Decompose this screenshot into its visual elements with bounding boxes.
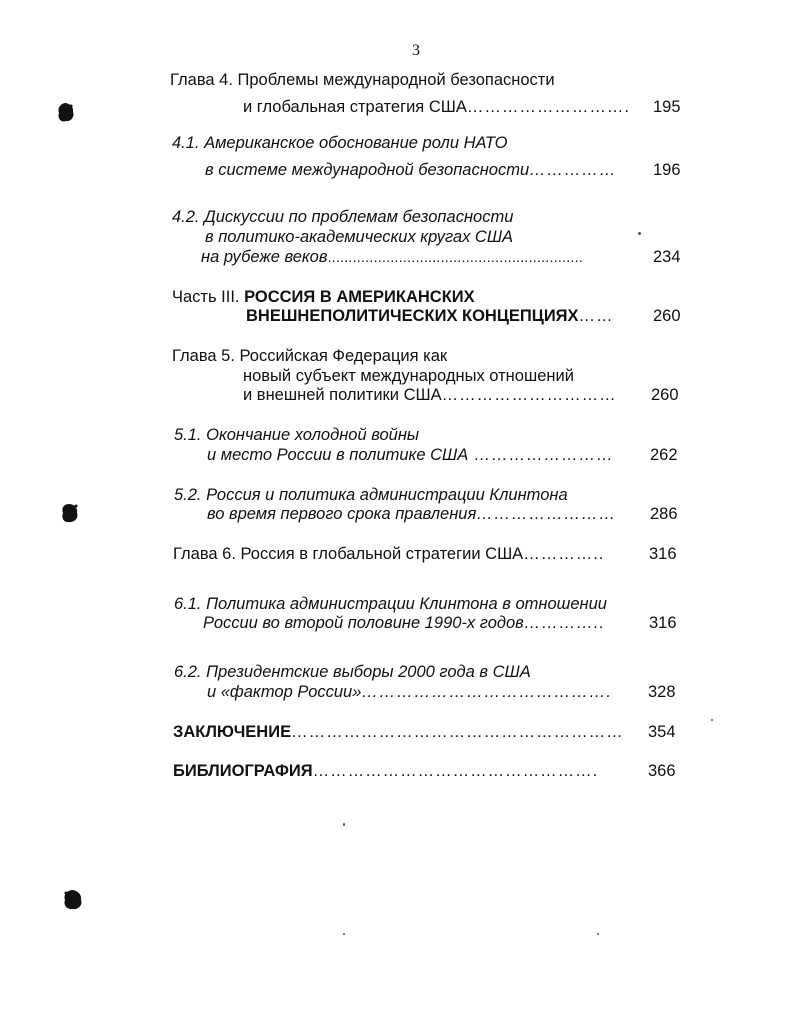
chapter-label: Глава 4. xyxy=(170,71,233,89)
leader-dots: ……………………………………. xyxy=(361,683,612,701)
page-ref: 286 xyxy=(650,505,678,523)
section-title-line-2: в политико-академических кругах США xyxy=(205,228,514,246)
leader-dots: ………………………. xyxy=(466,98,630,116)
section-title-line-1: 5.1. Окончание холодной войны xyxy=(174,426,420,444)
section-title-line-1: 5.2. Россия и политика администрации Клинтона xyxy=(174,486,568,504)
chapter-title-line-1: Российская Федерация как xyxy=(239,347,448,365)
page-ref: 262 xyxy=(650,446,678,464)
scan-speck xyxy=(597,933,599,935)
leader-dots: ............................................................. xyxy=(327,249,584,265)
page-ref: 234 xyxy=(653,248,681,266)
page-ref: 328 xyxy=(648,683,676,701)
leader-dots: ………………………………………………… xyxy=(291,723,624,741)
page-ref: 366 xyxy=(648,762,676,780)
section-title-line-1: 4.2. Дискуссии по проблемам безопасности xyxy=(172,208,514,226)
leader-dots: …… xyxy=(578,307,614,325)
chapter-title-line-1: Россия в глобальной стратегии США xyxy=(240,545,524,563)
page-ref: 260 xyxy=(653,307,681,325)
section-title-line-2: России во второй половине 1990-х годов xyxy=(203,614,524,632)
section-title-line-1: 6.2. Президентские выборы 2000 года в США xyxy=(174,663,531,681)
leader-dots: ………………………… xyxy=(441,386,617,404)
chapter-title-line-2: новый субъект международных отношений xyxy=(243,367,574,385)
part-label: Часть III. xyxy=(172,288,240,306)
bibliography-label: БИБЛИОГРАФИЯ xyxy=(173,762,313,780)
section-title-line-1: 6.1. Политика администрации Клинтона в отношении xyxy=(174,595,607,613)
page-ref: 260 xyxy=(651,386,679,404)
punch-hole-blot-icon xyxy=(60,503,80,525)
punch-hole-blot-icon xyxy=(62,889,84,911)
leader-dots: ………….. xyxy=(523,545,605,563)
scan-speck xyxy=(343,823,345,826)
section-title-line-1: 4.1. Американское обоснование роли НАТО xyxy=(172,134,508,152)
part-title-line-1: РОССИЯ В АМЕРИКАНСКИХ xyxy=(244,288,475,306)
leader-dots: …………………… xyxy=(476,505,617,523)
punch-hole-blot-icon xyxy=(56,102,76,124)
chapter-label: Глава 6. xyxy=(173,545,236,563)
scan-speck xyxy=(343,933,345,935)
section-title-line-2: во время первого срока правления xyxy=(207,505,477,523)
scan-speck xyxy=(638,232,641,235)
section-title-line-2: и «фактор России» xyxy=(207,683,362,701)
page-number: 3 xyxy=(412,42,420,59)
page-ref: 316 xyxy=(649,545,677,563)
leader-dots: …………… xyxy=(529,161,617,179)
conclusion-label: ЗАКЛЮЧЕНИЕ xyxy=(173,723,292,741)
chapter-label: Глава 5. xyxy=(172,347,235,365)
chapter-title-line-3: и внешней политики США xyxy=(243,386,442,404)
chapter-title-line-1: Проблемы международной безопасности xyxy=(237,71,555,89)
section-title-line-2: и место России в политике США xyxy=(207,446,469,464)
page-ref: 196 xyxy=(653,161,681,179)
chapter-title-line-2: и глобальная стратегия США xyxy=(243,98,467,116)
section-title-line-2: в системе международной безопасности xyxy=(205,161,530,179)
leader-dots: …………………………………………. xyxy=(312,762,599,780)
section-title-line-3: на рубеже веков xyxy=(201,248,328,266)
scan-speck xyxy=(711,719,713,721)
page-ref: 316 xyxy=(649,614,677,632)
part-title-line-2: ВНЕШНЕПОЛИТИЧЕСКИХ КОНЦЕПЦИЯХ xyxy=(246,307,579,325)
leader-dots: ………….. xyxy=(523,614,605,632)
page-ref: 195 xyxy=(653,98,681,116)
leader-dots: …………………… xyxy=(468,446,614,464)
page-ref: 354 xyxy=(648,723,676,741)
